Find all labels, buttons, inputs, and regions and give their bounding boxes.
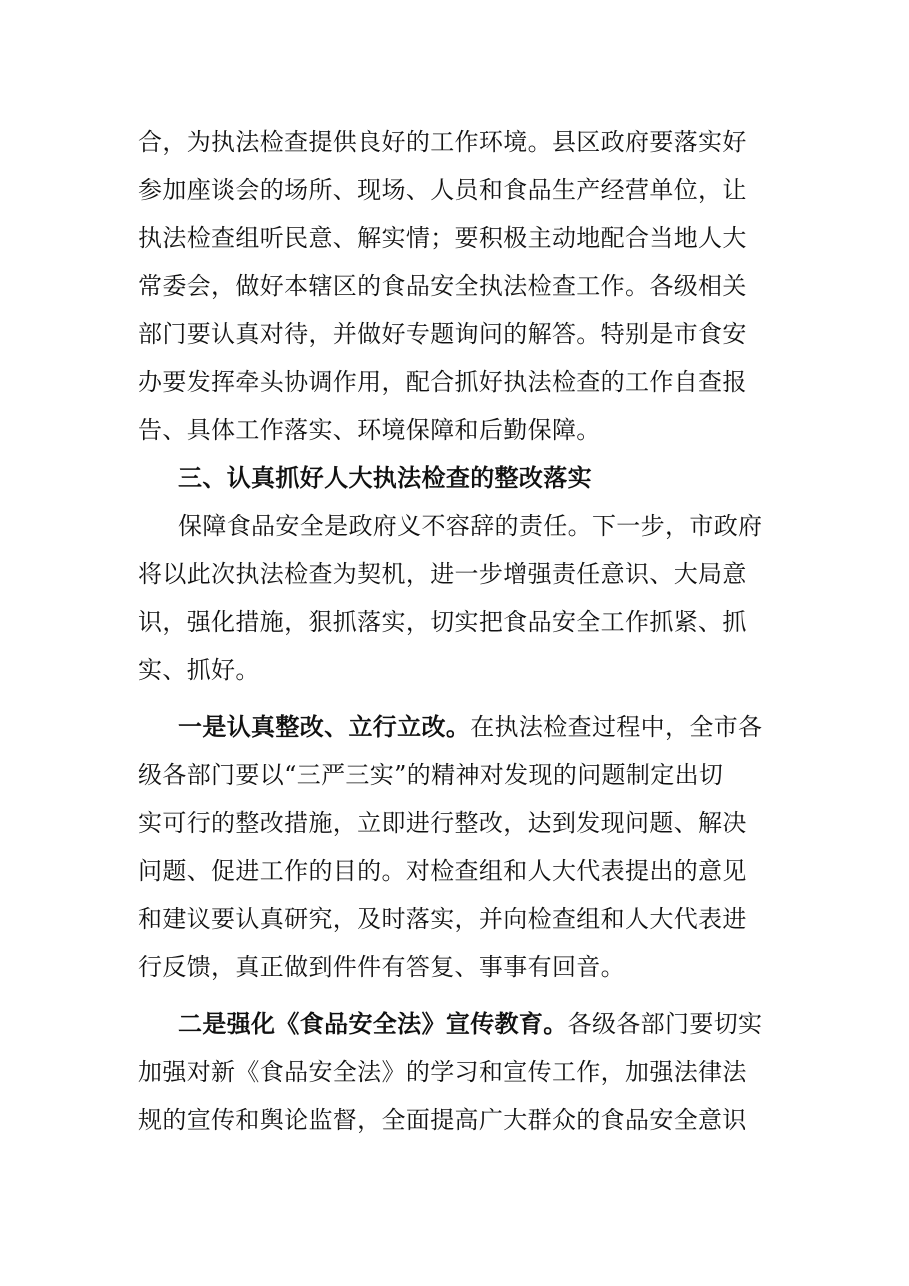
paragraph-line: 和建议要认真研究，及时落实，并向检查组和人大代表进: [138, 905, 747, 933]
paragraph-line: 问题、促进工作的目的。对检查组和人大代表提出的意见: [138, 857, 747, 885]
paragraph-line: 行反馈，真正做到件件有答复、事事有回音。: [138, 953, 625, 981]
item-text: 各级各部门要切实: [567, 1010, 763, 1038]
paragraph-line: 保障食品安全是政府义不容辞的责任。下一步，市政府: [178, 512, 763, 540]
paragraph-line: 部门要认真对待，并做好专题询问的解答。特别是市食安: [138, 320, 747, 348]
paragraph-line: 实、抓好。: [138, 656, 260, 684]
paragraph-line: 合，为执法检查提供良好的工作环境。县区政府要落实好: [138, 128, 747, 156]
paragraph-line: 参加座谈会的场所、现场、人员和食品生产经营单位，让: [138, 176, 747, 204]
paragraph-line: 将以此次执法检查为契机，进一步增强责任意识、大局意: [138, 560, 747, 588]
paragraph-line: 加强对新《食品安全法》的学习和宣传工作，加强法律法: [138, 1058, 747, 1086]
paragraph-line: 级各部门要以“三严三实”的精神对发现的问题制定出切: [138, 761, 724, 789]
paragraph-line: 常委会，做好本辖区的食品安全执法检查工作。各级相关: [138, 272, 747, 300]
paragraph-line: 执法检查组听民意、解实情；要积极主动地配合当地人大: [138, 224, 747, 252]
item-first-line: [178, 709, 778, 745]
paragraph-line: 办要发挥牵头协调作用，配合抓好执法检查的工作自查报: [138, 368, 747, 396]
item-first-line: [178, 1006, 778, 1042]
section-heading: 三、认真抓好人大执法检查的整改落实: [178, 463, 592, 492]
item-lead: 一是认真整改、立行立改。: [178, 712, 471, 741]
paragraph-line: 规的宣传和舆论监督，全面提高广大群众的食品安全意识: [138, 1106, 747, 1134]
paragraph-line: 识，强化措施，狠抓落实，切实把食品安全工作抓紧、抓: [138, 608, 747, 636]
item-lead: 二是强化《食品安全法》宣传教育。: [178, 1009, 568, 1038]
item-text: 在执法检查过程中，全市各: [470, 713, 763, 741]
paragraph-line: 告、具体工作落实、环境保障和后勤保障。: [138, 416, 601, 444]
paragraph-line: 实可行的整改措施，立即进行整改，达到发现问题、解决: [138, 809, 747, 837]
